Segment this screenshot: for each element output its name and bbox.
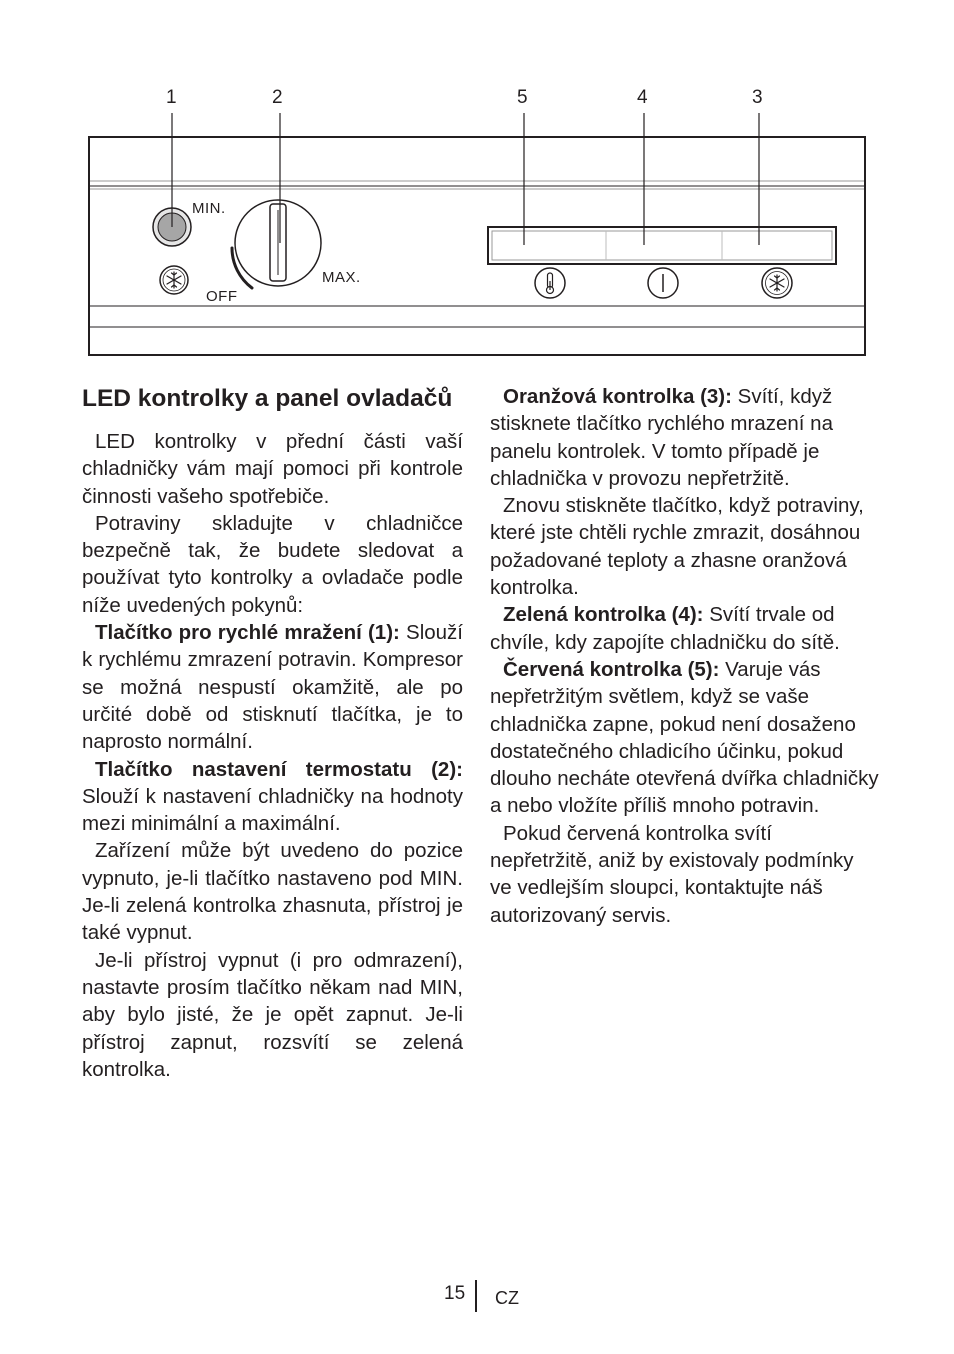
callout-1: 1 xyxy=(166,87,177,108)
footer-divider xyxy=(475,1280,477,1312)
left-column xyxy=(82,386,463,1083)
section-title: LED kontrolky a panel ovladačů xyxy=(82,385,453,412)
paragraph xyxy=(490,383,880,492)
page-number: 15 xyxy=(444,1283,466,1304)
callout-2: 2 xyxy=(272,87,283,108)
thermometer-icon xyxy=(535,268,565,298)
paragraph-text: Svítí, když stisknete tlačítko rychlého mrazení na panelu kontrolek. V tomto případě je chladnička v provozu nepřetržitě. xyxy=(490,385,833,490)
paragraph: Je-li přístroj vypnut (i pro odmrazení), nastavte prosím tlačítko někam nad MIN, aby bylo jisté, že je opět zapnut. Je-li přístroj zapnut, rozsvítí se zelená kontrolka. xyxy=(82,948,463,1081)
term-fast-freeze: Tlačítko pro rychlé mražení (1): xyxy=(95,621,400,645)
term-orange-led: Oranžová kontrolka (3): xyxy=(503,385,732,408)
paragraph: Potraviny skladujte v chladničce bezpečně tak, že budete sledovat a používat tyto kontrolky a ovladače podle níže uvedených pokynů: xyxy=(82,511,463,617)
paragraph xyxy=(490,656,880,820)
max-label: MAX. xyxy=(322,269,361,286)
paragraph: Zařízení může být uvedeno do pozice vypnuto, je-li tlačítko nastaveno pod MIN. Je-li zelená kontrolka zhasnuta, přístroj je také vypnut. xyxy=(82,839,463,945)
term-thermostat: Tlačítko nastavení termostatu (2): xyxy=(95,757,463,781)
term-red-led: Červená kontrolka (5): xyxy=(503,657,720,681)
control-panel-drawing xyxy=(86,110,868,360)
paragraph: LED kontrolky v přední části vaší chladničky vám mají pomoci při kontrole činnosti vašeho spotřebiče. xyxy=(82,430,463,508)
paragraph xyxy=(82,756,463,838)
callout-5: 5 xyxy=(517,87,528,108)
control-panel-diagram xyxy=(86,110,868,360)
paragraph-text: Svítí trvale od chvíle, kdy zapojíte chladničku do sítě. xyxy=(490,603,840,654)
off-label: OFF xyxy=(206,288,238,305)
paragraph-text: Slouží k nastavení chladničky na hodnoty mezi minimální a maximální. xyxy=(82,784,463,836)
paragraph: Znovu stiskněte tlačítko, když potraviny, které jste chtěli rychle zmrazit, dosáhnou požadované teploty a zhasne oranžová kontrolka. xyxy=(490,494,864,600)
term-green-led: Zelená kontrolka (4): xyxy=(503,603,704,627)
paragraph: Pokud červená kontrolka svítí nepřetržitě, aniž by existovaly podmínky ve vedlejším sloupci, kontaktujte náš autorizovaný servis. xyxy=(490,821,854,927)
callout-4: 4 xyxy=(637,87,648,108)
snowflake-icon xyxy=(160,266,188,294)
min-label: MIN. xyxy=(192,200,226,217)
paragraph-text: Slouží k rychlému zmrazení potravin. Kompresor se možná nespustí okamžitě, ale po určité době od stisknutí tlačítka, je to naprosto normální. xyxy=(82,621,464,754)
callout-3: 3 xyxy=(752,87,763,108)
indicator-strip xyxy=(488,227,836,264)
paragraph xyxy=(82,619,463,755)
power-icon xyxy=(648,268,678,298)
language-code: CZ xyxy=(495,1288,519,1308)
right-column xyxy=(490,383,880,929)
paragraph-text: Varuje vás nepřetržitým světlem, když se vaše chladnička zapne, pokud není dosaženo dostatečného chladicího účinku, pokud dlouho necháte otevřená dvířka chladničky a nebo vložíte příliš mnoho potravin. xyxy=(490,657,879,818)
snowflake-icon xyxy=(762,268,792,298)
paragraph xyxy=(490,601,880,656)
